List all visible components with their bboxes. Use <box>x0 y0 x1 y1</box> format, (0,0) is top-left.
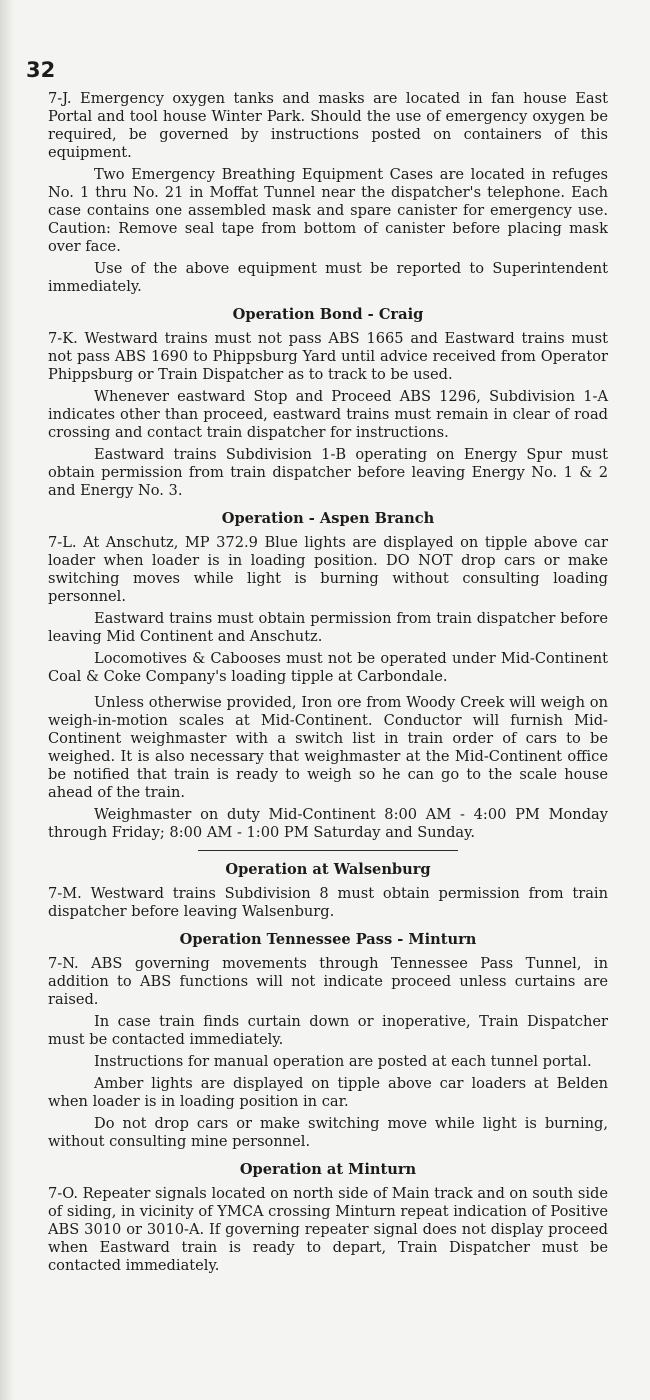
rule-paragraph: Amber lights are displayed on tipple above car loaders at Belden when loader is in loading position in car. <box>48 1075 608 1110</box>
rule-paragraph: Whenever eastward Stop and Proceed ABS 1296, Subdivision 1-A indicates other than proceed, eastward trains must remain in clear of road crossing and contact train dispatcher for instructions. <box>48 388 608 441</box>
rule-paragraph: Eastward trains must obtain permission from train dispatcher before leaving Mid Continent and Anschutz. <box>48 610 608 645</box>
page-edge <box>0 0 14 1400</box>
rule-paragraph: Do not drop cars or make switching move while light is burning, without consulting mine personnel. <box>48 1115 608 1150</box>
section-heading: Operation - Aspen Branch <box>221 510 435 527</box>
section-heading: Operation Bond - Craig <box>232 306 424 323</box>
section-heading: Operation Tennessee Pass - Minturn <box>179 931 477 948</box>
rule-paragraph: 7-O. Repeater signals located on north side of Main track and on south side of siding, in vicinity of YMCA crossing Minturn repeat indication of Positive ABS 3010 or 3010-A. If governing repeater signal does not display proceed when Eastward train is ready to depart, Train Dispatcher must be contacted immediately. <box>48 1185 608 1274</box>
rule-paragraph: 7-M. Westward trains Subdivision 8 must obtain permission from train dispatcher before leaving Walsenburg. <box>48 885 608 920</box>
page-number: 32 <box>26 58 56 82</box>
page-content <box>48 90 608 1279</box>
rule-paragraph: 7-N. ABS governing movements through Tennessee Pass Tunnel, in addition to ABS functions will not indicate proceed unless curtains are raised. <box>48 955 608 1008</box>
rule-paragraph: Use of the above equipment must be reported to Superintendent immediately. <box>48 260 608 295</box>
rule-paragraph: Instructions for manual operation are posted at each tunnel portal. <box>94 1053 592 1070</box>
rule-paragraph: 7-K. Westward trains must not pass ABS 1665 and Eastward trains must not pass ABS 1690 to Phippsburg Yard until advice received from Operator Phippsburg or Train Dispatcher as to track to be used. <box>48 330 608 383</box>
rule-paragraph: In case train finds curtain down or inoperative, Train Dispatcher must be contacted immediately. <box>48 1013 608 1048</box>
rule-paragraph: Locomotives & Cabooses must not be operated under Mid-Continent Coal & Coke Company's loading tipple at Carbondale. <box>48 650 608 685</box>
rule-paragraph: 7-J. Emergency oxygen tanks and masks are located in fan house East Portal and tool house Winter Park. Should the use of emergency oxygen be required, be governed by instructions posted on containers of this equipment. <box>48 90 608 161</box>
rule-paragraph: Unless otherwise provided, Iron ore from Woody Creek will weigh on weigh-in-motion scales at Mid-Continent. Conductor will furnish Mid-Continent weighmaster with a switch list in train order of cars to be weighed. It is also necessary that weighmaster at the Mid-Continent office be notified that train is ready to weigh so he can go to the scale house ahead of the train. <box>48 694 608 801</box>
rule-paragraph: Weighmaster on duty Mid-Continent 8:00 AM - 4:00 PM Monday through Friday; 8:00 AM - 1:00 PM Saturday and Sunday. <box>48 806 608 841</box>
section-divider <box>198 850 458 851</box>
section-heading: Operation at Walsenburg <box>225 861 431 878</box>
rule-paragraph: Eastward trains Subdivision 1-B operating on Energy Spur must obtain permission from train dispatcher before leaving Energy No. 1 & 2 and Energy No. 3. <box>48 446 608 499</box>
section-heading: Operation at Minturn <box>239 1161 417 1178</box>
rule-paragraph: 7-L. At Anschutz, MP 372.9 Blue lights are displayed on tipple above car loader when loader is in loading position. DO NOT drop cars or make switching moves while light is burning without consulting loading personnel. <box>48 534 608 605</box>
rule-paragraph: Two Emergency Breathing Equipment Cases are located in refuges No. 1 thru No. 21 in Moffat Tunnel near the dispatcher's telephone. Each case contains one assembled mask and spare canister for emergency use. Caution: Remove seal tape from bottom of canister before placing mask over face. <box>48 166 608 255</box>
